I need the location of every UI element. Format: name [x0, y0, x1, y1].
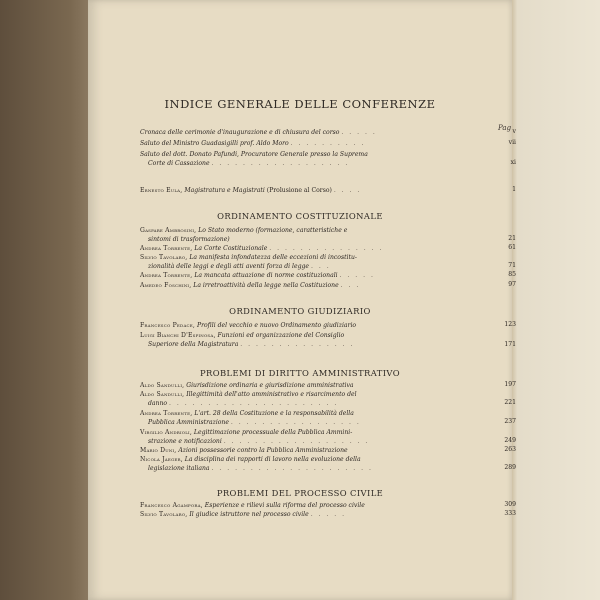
toc-entry: Silvio Tavolaro, Il giudice istruttore nel processo civile . . . . . — [140, 511, 347, 518]
page-number: 71 — [508, 262, 516, 269]
page-number: 197 — [504, 381, 516, 388]
toc-entry: Gaspare Ambrosini, Lo Stato moderno (formazione, caratteristiche e sintomi di trasformazione) — [140, 227, 348, 243]
entry-title: Magistratura e Magistrati — [184, 187, 265, 194]
book-spine-shadow — [0, 0, 88, 600]
entry-title-continued: Corte di Cassazione . . . . . . . . . . . . . . . . . . — [148, 160, 350, 167]
page-column-label: Pag — [498, 124, 512, 132]
leader-dots: . . . . . — [310, 511, 347, 518]
toc-entry — [140, 128, 422, 137]
page-number: 333 — [504, 510, 516, 517]
toc-entry — [140, 150, 422, 168]
entry-title: Cronaca delle cerimonie d'inaugurazione e di chiusura del corso — [140, 129, 340, 136]
page-number: 309 — [504, 501, 516, 508]
leader-dots: . . . . . . . . . . . . . . . . . . . . . . — [169, 400, 339, 407]
toc-entry: Nicola Jaeger, La disciplina dei rapporti di lavoro nella evoluzione della legislazione italiana . . . . . . . . . . . . . . . . . . . . . — [140, 456, 373, 472]
page-number: 97 — [508, 281, 516, 288]
entry-author: Ernesto Eula, — [140, 187, 183, 194]
section-heading: ORDINAMENTO COSTITUZIONALE — [217, 211, 383, 221]
toc-entry: Francesco Agampora, Esperienze e rilievi sulla riforma del processo civile — [140, 502, 365, 509]
section-heading: PROBLEMI DEL PROCESSO CIVILE — [216, 488, 384, 498]
leader-dots: . . . . . — [339, 272, 375, 279]
leader-dots: . . . . . . . . . . . . . . . — [240, 341, 355, 348]
entry-title: Saluto del Ministro Guadasigilli prof. Aldo Moro — [140, 140, 289, 147]
toc-entry: Andrea Torrente, La mancata attuazione di norme costituzionali . . . . . — [140, 272, 375, 279]
toc-entry: Andrea Torrente, La Corte Costituzionale . . . . . . . . . . . . . . . — [140, 245, 384, 252]
page-number: 237 — [504, 418, 516, 425]
entry-suffix: (Prolusione al Corso) — [266, 187, 332, 194]
leader-dots: . . . . — [333, 187, 362, 194]
facing-page-edge — [512, 0, 600, 600]
entry-title: Saluto del dott. Donato Pafundi, Procuratore Generale presso la Suprema — [140, 151, 368, 158]
page-number: 249 — [504, 437, 516, 444]
toc-entry: Mario Duni, Azioni possessorie contro la Pubblica Amministrazione — [140, 447, 348, 454]
page-number: vii — [508, 139, 516, 146]
page-number: 1 — [512, 186, 516, 193]
toc-entry: Francesco Pedace, Profili del vecchio e nuovo Ordinamento giudiziario — [140, 322, 357, 329]
page-number: 85 — [508, 271, 516, 278]
leader-dots: . . . — [310, 263, 331, 270]
leader-dots: . . . . . . . . . . — [290, 140, 366, 147]
section-heading: PROBLEMI DI DIRITTO AMMINISTRATIVO — [200, 368, 400, 378]
page-number: 221 — [504, 399, 516, 406]
leader-dots: . . . . . . . . . . . . . . . . . . — [211, 160, 350, 167]
page-number: v — [512, 128, 516, 135]
page-number: 263 — [504, 446, 516, 453]
leader-dots: . . . . . . . . . . . . . . . . . — [230, 419, 361, 426]
page-number: 61 — [508, 244, 516, 251]
toc-entry: Aldo Sandulli, Illegittimità dell'atto amministrativo e risarcimento del danno . . . . . . . . . . . . . . . . . . . . . . — [140, 391, 357, 407]
leader-dots: . . . . . . . . . . . . . . . — [269, 245, 384, 252]
toc-entry — [140, 139, 422, 148]
page-title: INDICE GENERALE DELLE CONFERENZE — [164, 97, 436, 111]
toc-entry: Silvio Tavolaro, La manifesta infondatezza delle eccezioni di incostitu- zionalità delle leggi e degli atti aventi forza di legge . . . — [140, 254, 357, 270]
leader-dots: . . . . . . . . . . . . . . . . . . . — [223, 438, 370, 445]
section-heading: ORDINAMENTO GIUDIZIARIO — [229, 306, 371, 316]
page-number: 21 — [508, 235, 516, 242]
leader-dots: . . . . . — [341, 129, 377, 136]
page-number: 289 — [504, 464, 516, 471]
toc-entry: Aldo Sandulli, Giurisdizione ordinaria e giurisdizione amministrativa — [140, 382, 354, 389]
toc-entry: Andrea Torrente, L'art. 28 della Costituzione e la responsabilità della Pubblica Amministrazione . . . . . . . . . . . . . . . . . — [140, 410, 361, 426]
toc-entry: Virgilio Andrioli, Legittimazione processuale della Pubblica Ammini- strazione e notificazioni . . . . . . . . . . . . . . . . . . . — [140, 429, 370, 445]
leader-dots: . . . . . . . . . . . . . . . . . . . . . — [211, 465, 373, 472]
leader-dots: . . . — [340, 282, 361, 289]
toc-entry: Amedeo Foschini, La irretroattività della legge nella Costituzione . . . — [140, 282, 361, 289]
book-page — [88, 0, 516, 600]
toc-entry — [140, 186, 440, 195]
toc-entry: Luigi Bianchi D'Espinosa, Funzioni ed organizzazione del Consiglio Superiore della Magistratura . . . . . . . . . . . . . . . — [140, 332, 355, 348]
page-number: 171 — [504, 341, 516, 348]
page-number: xi — [510, 159, 516, 166]
page-number: 123 — [504, 321, 516, 328]
